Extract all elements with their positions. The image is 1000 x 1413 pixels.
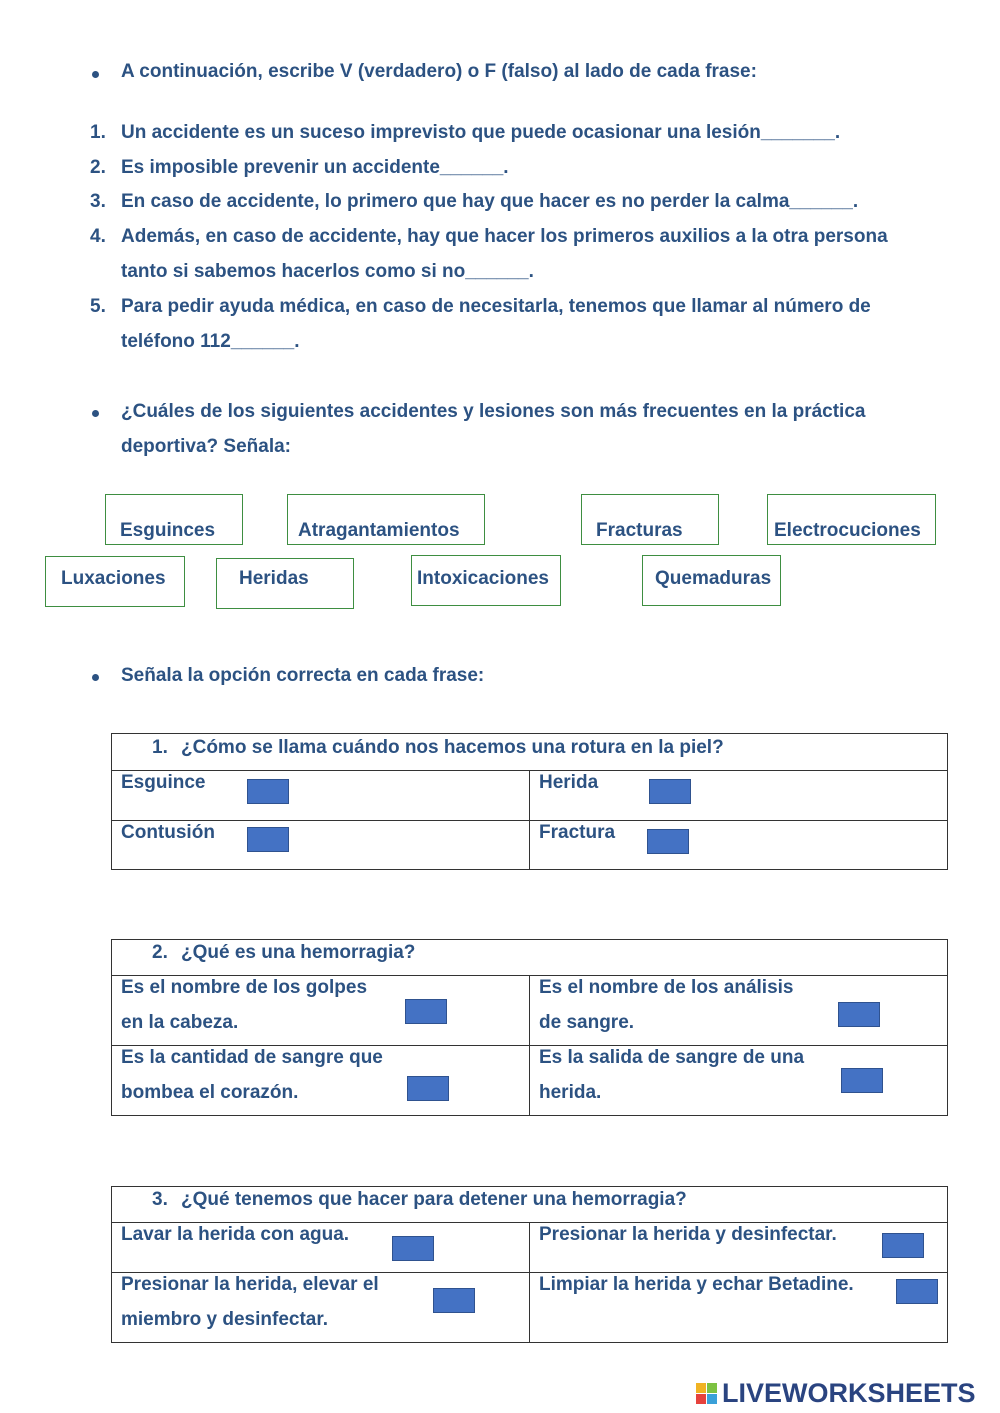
answer-cell [112,1223,530,1273]
answer-text: en la cabeza. [121,1012,239,1033]
option-chip-fracturas[interactable] [581,494,719,545]
answer-text: Limpiar la herida y echar Betadine. [539,1274,854,1295]
item-number: 1. [90,122,106,143]
answer-cell [530,1046,948,1116]
answer-text: Es la salida de sangre de una [539,1047,805,1068]
statement-2[interactable]: Es imposible prevenir un accidente______. [121,157,509,178]
answer-text: Herida [539,772,599,793]
answer-text: Contusión [121,822,215,843]
question-number: 3. [152,1189,168,1210]
instruction-frequent-line-1: ¿Cuáles de los siguientes accidentes y lesiones son más frecuentes en la práctica [121,401,866,422]
answer-cell [112,1273,530,1343]
answer-cell [112,821,530,870]
chip-label: Fracturas [596,520,683,541]
answer-cell [530,771,948,821]
option-chip-electrocuciones[interactable] [767,494,936,545]
chip-label: Esguinces [120,520,216,541]
answer-text: Es la cantidad de sangre que [121,1047,383,1068]
question-table-1 [111,733,948,870]
answer-text: Lavar la herida con agua. [121,1224,350,1245]
question-table-2 [111,939,948,1116]
answer-text: miembro y desinfectar. [121,1309,328,1330]
chip-label: Luxaciones [61,568,166,589]
answer-text: Es el nombre de los golpes [121,977,368,998]
answer-cell [112,771,530,821]
answer-checkbox[interactable] [647,829,689,854]
question-table-3 [111,1186,948,1343]
question-number: 2. [152,942,168,963]
answer-text: Presionar la herida y desinfectar. [539,1224,837,1245]
option-chip-luxaciones[interactable] [45,556,185,607]
answer-checkbox[interactable] [433,1288,475,1313]
bullet-icon [92,674,99,681]
question-text: ¿Cómo se llama cuándo nos hacemos una rotura en la piel? [181,737,724,758]
liveworksheets-logo [696,1378,976,1409]
bullet-icon [92,410,99,417]
instruction-frequent-line-2: deportiva? Señala: [121,436,291,457]
answer-checkbox[interactable] [841,1068,883,1093]
item-number: 5. [90,296,106,317]
instruction-true-false: A continuación, escribe V (verdadero) o F (falso) al lado de cada frase: [121,61,757,82]
bullet-icon [92,71,99,78]
answer-checkbox[interactable] [405,999,447,1024]
answer-checkbox[interactable] [838,1002,880,1027]
answer-text: bombea el corazón. [121,1082,299,1103]
answer-checkbox[interactable] [392,1236,434,1261]
statement-4-line-2[interactable]: tanto si sabemos hacerlos como si no______. [121,261,534,282]
chip-label: Atragantamientos [298,520,460,541]
instruction-correct-option: Señala la opción correcta en cada frase: [121,665,485,686]
statement-4-line-1: Además, en caso de accidente, hay que hacer los primeros auxilios a la otra persona [121,226,888,247]
answer-checkbox[interactable] [247,779,289,804]
answer-cell [530,821,948,870]
statement-3[interactable]: En caso de accidente, lo primero que hay que hacer es no perder la calma______. [121,191,859,212]
answer-checkbox[interactable] [407,1076,449,1101]
question-text: ¿Qué es una hemorragia? [181,942,416,963]
option-chip-esguinces[interactable] [105,494,243,545]
item-number: 3. [90,191,106,212]
answer-cell [530,1223,948,1273]
option-chip-atragantamientos[interactable] [287,494,485,545]
answer-checkbox[interactable] [247,827,289,852]
logo-mark-icon [696,1383,718,1405]
answer-text: Presionar la herida, elevar el [121,1274,379,1295]
statement-5-line-1: Para pedir ayuda médica, en caso de necesitarla, tenemos que llamar al número de [121,296,871,317]
answer-checkbox[interactable] [649,779,691,804]
item-number: 4. [90,226,106,247]
answer-text: herida. [539,1082,602,1103]
item-number: 2. [90,157,106,178]
option-chip-heridas[interactable] [216,558,354,609]
answer-checkbox[interactable] [896,1279,938,1304]
answer-text: Fractura [539,822,616,843]
statement-5-line-2[interactable]: teléfono 112______. [121,331,300,352]
option-chip-intoxicaciones[interactable] [411,555,561,606]
question-number: 1. [152,737,168,758]
chip-label: Heridas [239,568,309,589]
answer-text: de sangre. [539,1012,635,1033]
question-header [112,734,948,771]
answer-cell [530,976,948,1046]
answer-text: Es el nombre de los análisis [539,977,794,998]
answer-text: Esguince [121,772,206,793]
chip-label: Intoxicaciones [417,568,549,589]
answer-checkbox[interactable] [882,1233,924,1258]
brand-name: LIVEWORKSHEETS [722,1378,976,1408]
option-chip-quemaduras[interactable] [642,555,781,606]
answer-cell [112,976,530,1046]
answer-cell [530,1273,948,1343]
chip-label: Electrocuciones [774,520,921,541]
question-text: ¿Qué tenemos que hacer para detener una hemorragia? [181,1189,687,1210]
statement-1[interactable]: Un accidente es un suceso imprevisto que puede ocasionar una lesión_______. [121,122,841,143]
answer-cell [112,1046,530,1116]
chip-label: Quemaduras [655,568,772,589]
